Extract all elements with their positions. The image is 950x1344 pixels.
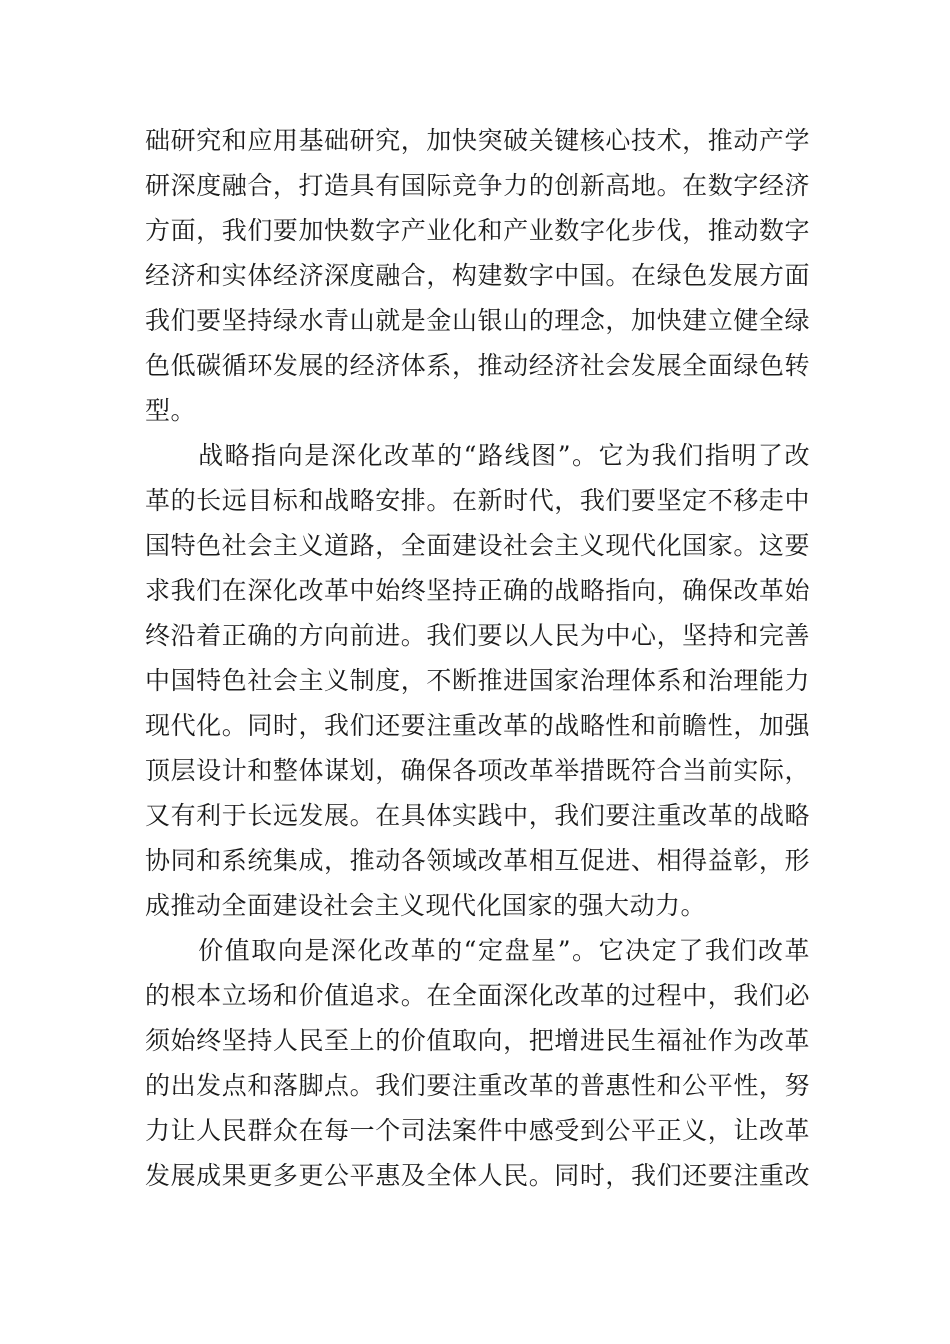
text-line: 终沿着正确的方向前进。我们要以人民为中心，坚持和完善 <box>145 621 810 650</box>
text-line: 经济和实体经济深度融合，构建数字中国。在绿色发展方面 <box>145 261 810 290</box>
text-line: 力让人民群众在每一个司法案件中感受到公平正义，让改革 <box>145 1116 810 1145</box>
text-line: 价值取向是深化改革的“定盘星”。它决定了我们改革 <box>145 936 810 965</box>
text-line: 顶层设计和整体谋划，确保各项改革举措既符合当前实际， <box>145 756 810 785</box>
text-line: 革的长远目标和战略安排。在新时代，我们要坚定不移走中 <box>145 486 810 515</box>
text-line: 中国特色社会主义制度，不断推进国家治理体系和治理能力 <box>145 666 810 695</box>
text-line: 研深度融合，打造具有国际竞争力的创新高地。在数字经济 <box>145 171 810 200</box>
text-line: 国特色社会主义道路，全面建设社会主义现代化国家。这要 <box>145 531 810 560</box>
text-line: 的根本立场和价值追求。在全面深化改革的过程中，我们必 <box>145 981 810 1010</box>
text-line: 色低碳循环发展的经济体系，推动经济社会发展全面绿色转 <box>145 351 810 380</box>
text-line: 的出发点和落脚点。我们要注重改革的普惠性和公平性，努 <box>145 1071 810 1100</box>
text-line: 又有利于长远发展。在具体实践中，我们要注重改革的战略 <box>145 801 810 830</box>
text-line: 型。 <box>145 396 197 425</box>
text-line: 我们要坚持绿水青山就是金山银山的理念，加快建立健全绿 <box>145 306 810 335</box>
text-line: 求我们在深化改革中始终坚持正确的战略指向，确保改革始 <box>145 576 810 605</box>
paragraph <box>145 433 810 928</box>
text-line: 方面，我们要加快数字产业化和产业数字化步伐，推动数字 <box>145 216 810 245</box>
text-line: 发展成果更多更公平惠及全体人民。同时，我们还要注重改 <box>145 1161 810 1190</box>
text-line: 协同和系统集成，推动各领域改革相互促进、相得益彰，形 <box>145 846 810 875</box>
paragraph <box>145 118 810 433</box>
document-body <box>145 118 810 1198</box>
text-line: 须始终坚持人民至上的价值取向，把增进民生福祉作为改革 <box>145 1026 810 1055</box>
text-line: 战略指向是深化改革的“路线图”。它为我们指明了改 <box>145 441 810 470</box>
text-line: 成推动全面建设社会主义现代化国家的强大动力。 <box>145 891 707 920</box>
text-line: 现代化。同时，我们还要注重改革的战略性和前瞻性，加强 <box>145 711 810 740</box>
paragraph <box>145 928 810 1198</box>
text-line: 础研究和应用基础研究，加快突破关键核心技术，推动产学 <box>145 126 810 155</box>
